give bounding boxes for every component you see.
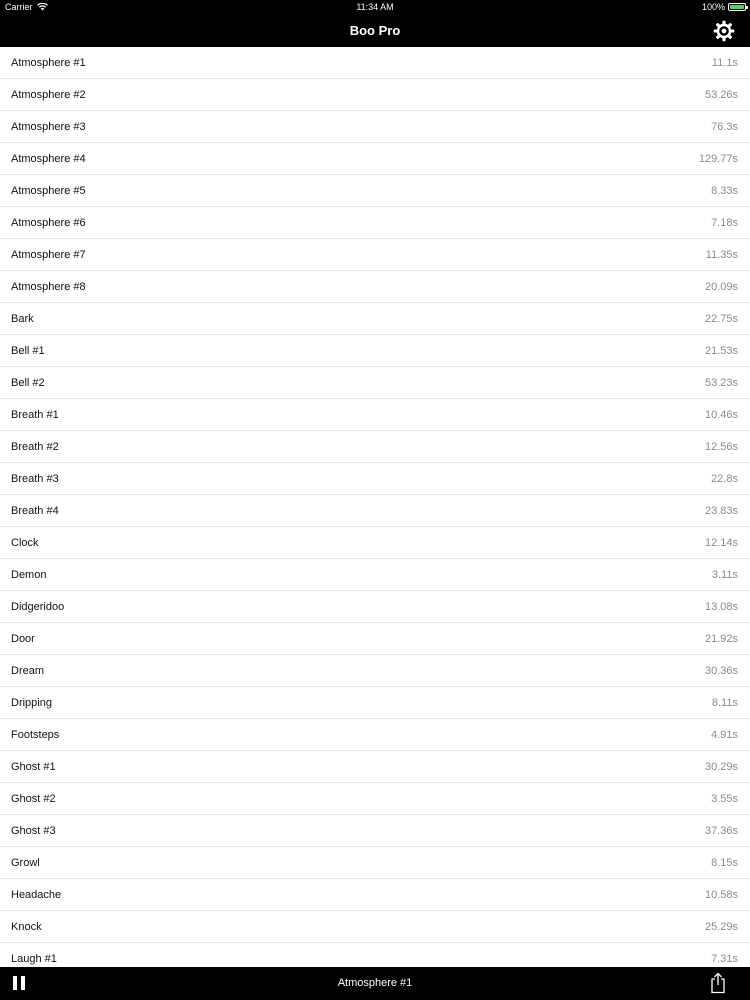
sound-duration: 8.11s — [711, 696, 738, 709]
sound-name: Door — [11, 632, 35, 645]
sound-duration: 12.14s — [704, 536, 738, 549]
battery-fill — [730, 5, 744, 9]
sound-row[interactable] — [0, 79, 750, 111]
sound-list[interactable] — [0, 47, 750, 967]
sound-name: Atmosphere #1 — [11, 56, 86, 69]
sound-name: Breath #3 — [11, 472, 59, 485]
sound-duration: 25.29s — [704, 920, 738, 933]
sound-duration: 10.46s — [704, 408, 738, 421]
sound-row[interactable] — [0, 367, 750, 399]
navigation-bar — [0, 15, 750, 47]
sound-row[interactable] — [0, 399, 750, 431]
sound-name: Atmosphere #4 — [11, 152, 86, 165]
sound-name: Atmosphere #8 — [11, 280, 86, 293]
sound-duration: 22.75s — [704, 312, 738, 325]
sound-row[interactable] — [0, 655, 750, 687]
sound-duration: 129.77s — [698, 152, 738, 165]
sound-name: Bell #1 — [11, 344, 45, 357]
sound-name: Breath #4 — [11, 504, 59, 517]
sound-row[interactable] — [0, 303, 750, 335]
sound-name: Atmosphere #2 — [11, 88, 86, 101]
sound-row[interactable] — [0, 111, 750, 143]
share-icon — [710, 972, 726, 994]
sound-duration: 22.8s — [711, 472, 738, 485]
sound-row[interactable] — [0, 687, 750, 719]
sound-name: Growl — [11, 856, 40, 869]
sound-name: Footsteps — [11, 728, 60, 741]
sound-row[interactable] — [0, 463, 750, 495]
sound-name: Bark — [11, 312, 34, 325]
sound-row[interactable] — [0, 911, 750, 943]
app-title: Boo Pro — [349, 23, 401, 38]
sound-duration: 23.83s — [704, 504, 738, 517]
sound-duration: 11.35s — [705, 248, 738, 261]
sound-duration: 8.33s — [711, 184, 738, 197]
sound-duration: 12.56s — [704, 440, 738, 453]
sound-name: Atmosphere #3 — [11, 120, 86, 133]
sound-row[interactable] — [0, 143, 750, 175]
sound-row[interactable] — [0, 591, 750, 623]
sound-row[interactable] — [0, 847, 750, 879]
sound-name: Atmosphere #5 — [11, 184, 86, 197]
sound-duration: 53.26s — [704, 88, 738, 101]
sound-duration: 4.91s — [711, 728, 738, 741]
sound-row[interactable] — [0, 751, 750, 783]
sound-name: Dream — [11, 664, 45, 677]
sound-row[interactable] — [0, 239, 750, 271]
sound-duration: 3.11s — [711, 568, 738, 581]
sound-row[interactable] — [0, 719, 750, 751]
sound-name: Ghost #2 — [11, 792, 56, 805]
sound-row[interactable] — [0, 47, 750, 79]
share-button[interactable] — [710, 972, 726, 994]
carrier-label: Carrier — [5, 2, 33, 12]
sound-row[interactable] — [0, 879, 750, 911]
sound-row[interactable] — [0, 431, 750, 463]
sound-name: Ghost #1 — [11, 760, 56, 773]
battery-percent: 100% — [701, 2, 725, 12]
battery-icon — [728, 3, 746, 11]
sound-duration: 3.55s — [711, 792, 738, 805]
sound-name: Laugh #1 — [11, 952, 57, 965]
sound-duration: 7.18s — [711, 216, 738, 229]
sound-name: Demon — [11, 568, 47, 581]
sound-row[interactable] — [0, 207, 750, 239]
sound-duration: 30.29s — [704, 760, 738, 773]
sound-row[interactable] — [0, 559, 750, 591]
sound-row[interactable] — [0, 271, 750, 303]
sound-row[interactable] — [0, 783, 750, 815]
sound-duration: 8.15s — [711, 856, 738, 869]
status-bar — [0, 0, 750, 15]
sound-name: Bell #2 — [11, 376, 45, 389]
sound-name: Breath #1 — [11, 408, 59, 421]
sound-duration: 37.36s — [704, 824, 738, 837]
sound-row[interactable] — [0, 495, 750, 527]
sound-duration: 21.92s — [704, 632, 738, 645]
sound-name: Dripping — [11, 696, 52, 709]
sound-duration: 7.31s — [711, 952, 738, 965]
sound-name: Atmosphere #7 — [11, 248, 86, 261]
playback-toolbar — [0, 967, 750, 1000]
sound-name: Breath #2 — [11, 440, 59, 453]
sound-row[interactable] — [0, 943, 750, 967]
settings-button[interactable] — [713, 20, 735, 42]
battery-indicator — [702, 2, 746, 12]
sound-row[interactable] — [0, 175, 750, 207]
now-playing-title: Atmosphere #1 — [337, 977, 413, 989]
sound-duration: 13.08s — [704, 600, 738, 613]
sound-duration: 11.1s — [711, 56, 738, 69]
sound-name: Clock — [11, 536, 39, 549]
sound-name: Ghost #3 — [11, 824, 56, 837]
clock: 11:34 AM — [356, 2, 394, 12]
sound-row[interactable] — [0, 335, 750, 367]
sound-name: Knock — [11, 920, 42, 933]
sound-duration: 76.3s — [711, 120, 738, 133]
sound-duration: 53.23s — [704, 376, 738, 389]
sound-duration: 20.09s — [704, 280, 738, 293]
sound-name: Atmosphere #6 — [11, 216, 86, 229]
gear-icon — [713, 20, 735, 42]
sound-row[interactable] — [0, 527, 750, 559]
sound-duration: 30.36s — [704, 664, 738, 677]
sound-duration: 10.58s — [704, 888, 738, 901]
sound-row[interactable] — [0, 623, 750, 655]
sound-name: Headache — [11, 888, 62, 901]
sound-duration: 21.53s — [704, 344, 738, 357]
sound-row[interactable] — [0, 815, 750, 847]
sound-name: Didgeridoo — [11, 600, 65, 613]
